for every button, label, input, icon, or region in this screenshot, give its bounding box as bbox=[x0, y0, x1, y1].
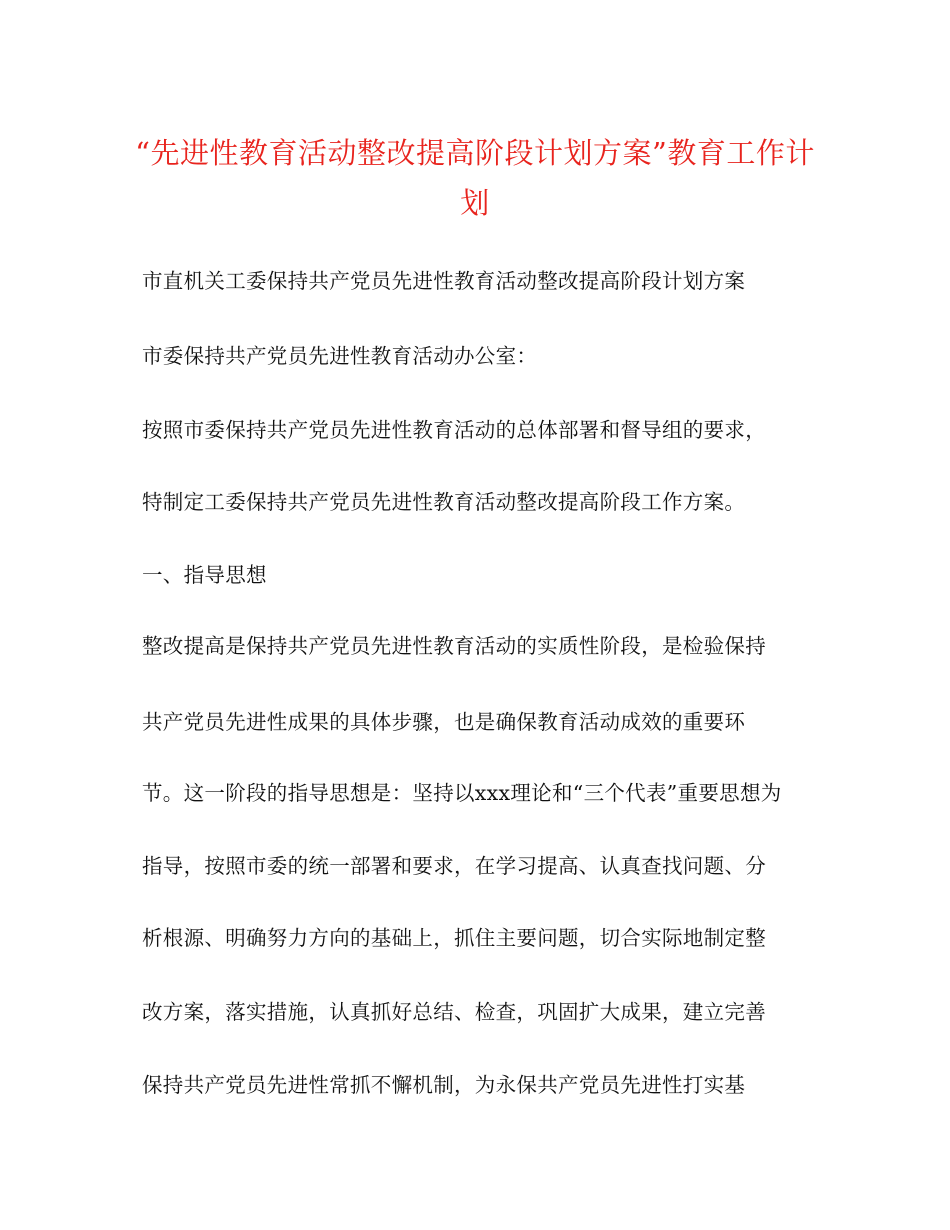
text-line-8: 节。这一阶段的指导思想是：坚持以xxx理论和“三个代表”重要思想为 bbox=[142, 781, 782, 805]
text-line-9: 指导，按照市委的统一部署和要求，在学习提高、认真查找问题、分 bbox=[142, 854, 766, 878]
text-line-2: 市委保持共产党员先进性教育活动办公室： bbox=[142, 344, 538, 368]
text-line-3: 按照市委保持共产党员先进性教育活动的总体部署和督导组的要求， bbox=[142, 418, 766, 442]
text-line-4: 特制定工委保持共产党员先进性教育活动整改提高阶段工作方案。 bbox=[142, 490, 746, 514]
text-line-1: 市直机关工委保持共产党员先进性教育活动整改提高阶段计划方案 bbox=[142, 269, 746, 293]
document-title: “先进性教育活动整改提高阶段计划方案”教育工作计划 bbox=[135, 136, 815, 220]
text-line-11: 改方案，落实措施，认真抓好总结、检查，巩固扩大成果，建立完善 bbox=[142, 1000, 766, 1024]
text-line-6: 整改提高是保持共产党员先进性教育活动的实质性阶段，是检验保持 bbox=[142, 634, 766, 658]
text-line-10: 析根源、明确努力方向的基础上，抓住主要问题，切合实际地制定整 bbox=[142, 926, 766, 950]
text-line-7: 共产党员先进性成果的具体步骤，也是确保教育活动成效的重要环 bbox=[142, 710, 746, 734]
section-heading: 一、指导思想 bbox=[142, 563, 267, 587]
text-line-12: 保持共产党员先进性常抓不懈机制，为永保共产党员先进性打实基 bbox=[142, 1073, 746, 1097]
